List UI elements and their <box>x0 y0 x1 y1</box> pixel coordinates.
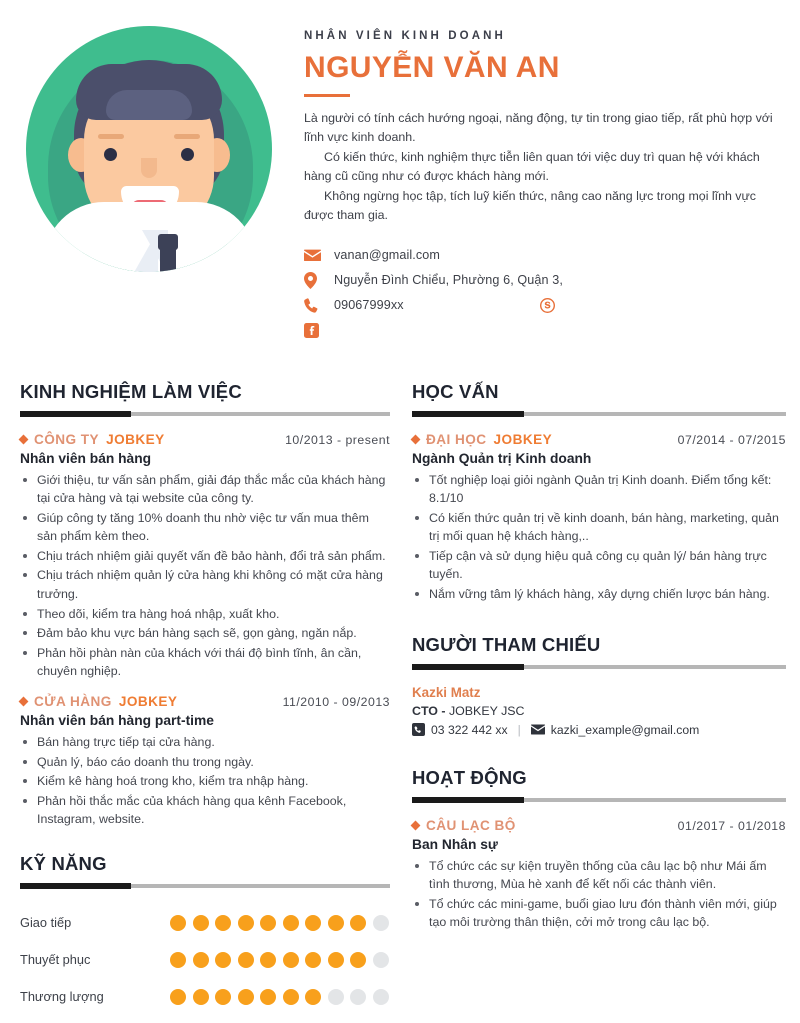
contact-row-email[interactable] <box>304 243 786 268</box>
section-title-references: NGƯỜI THAM CHIẾU <box>412 633 601 655</box>
entry-bullet-list <box>20 733 390 829</box>
diamond-bullet-icon <box>19 697 29 707</box>
rating-dot-filled <box>170 952 186 968</box>
avatar-eyebrow-left <box>98 134 124 139</box>
rating-dot-empty <box>373 915 389 931</box>
rating-dot-empty <box>373 952 389 968</box>
envelope-icon <box>304 249 334 262</box>
reference-role-title: CTO - <box>412 703 446 718</box>
bullet-item: Bán hàng trực tiếp tại cửa hàng. <box>20 733 390 752</box>
rating-dot-filled <box>283 952 299 968</box>
entry-header <box>20 694 390 709</box>
bullet-item: Kiểm kê hàng hoá trong kho, kiểm tra nhập hàng. <box>20 772 390 791</box>
avatar-container <box>20 22 282 343</box>
skill-rating-dots <box>170 989 389 1005</box>
reference-contact-line <box>412 723 786 737</box>
avatar-tie <box>160 248 176 272</box>
experience-entry <box>20 694 390 829</box>
bullet-item: Tiếp cận và sử dụng hiệu quả công cụ quản lý/ bán hàng trực tuyến. <box>412 547 786 584</box>
skill-rating-dots <box>170 952 389 968</box>
skill-row <box>20 978 390 1015</box>
rating-dot-filled <box>305 915 321 931</box>
rating-dot-filled <box>238 915 254 931</box>
reference-company: JOBKEY JSC <box>448 703 525 718</box>
section-underline <box>20 412 390 416</box>
organization-prefix: CỬA HÀNG <box>34 694 112 710</box>
rating-dot-empty <box>373 989 389 1005</box>
skill-label: Giao tiếp <box>20 915 72 930</box>
skill-label: Thương lượng <box>20 989 104 1004</box>
entry-date-range: 10/2013 - present <box>285 432 390 447</box>
entry-job-title: Nhân viên bán hàng <box>20 450 152 466</box>
phone-icon <box>304 298 334 313</box>
rating-dot-filled <box>305 989 321 1005</box>
skill-row <box>20 904 390 941</box>
organization-brand: JOBKEY <box>118 694 178 710</box>
entry-bullet-list <box>412 857 786 932</box>
section-title-experience: KINH NGHIỆM LÀM VIỆC <box>20 380 242 402</box>
rating-dot-filled <box>215 952 231 968</box>
reference-role <box>412 704 786 718</box>
section-title-skills: KỸ NĂNG <box>20 853 107 874</box>
rating-dot-filled <box>260 915 276 931</box>
phone-square-icon <box>412 723 425 736</box>
envelope-dark-icon <box>531 724 545 735</box>
section-education <box>412 381 786 604</box>
organization-brand: JOBKEY <box>106 431 165 447</box>
section-references <box>412 634 786 737</box>
bullet-item: Chịu trách nhiệm giải quyết vấn đề bảo hành, đổi trả sản phẩm. <box>20 547 390 566</box>
bullet-item: Phản hồi thắc mắc của khách hàng qua kênh Facebook, Instagram, website. <box>20 792 390 829</box>
rating-dot-empty <box>350 989 366 1005</box>
profile-summary <box>304 109 786 226</box>
avatar-fringe <box>76 64 222 120</box>
entry-position-title: Ban Nhân sự <box>412 836 498 852</box>
section-underline <box>412 412 786 416</box>
avatar <box>20 22 278 280</box>
bullet-item: Quản lý, báo cáo doanh thu trong ngày. <box>20 753 390 772</box>
bullet-item: Giới thiệu, tư vấn sản phẩm, giải đáp thắc mắc của khách hàng tại cửa hàng và tại website của công ty. <box>20 471 390 508</box>
contact-row-phone[interactable] <box>304 293 786 318</box>
rating-dot-filled <box>350 915 366 931</box>
resume-body-columns <box>0 343 800 1023</box>
rating-dot-filled <box>328 915 344 931</box>
entry-date-range: 01/2017 - 01/2018 <box>677 818 786 833</box>
summary-paragraph: Là người có tính cách hướng ngoại, năng động, tự tin trong giao tiếp, rất phù hợp với lĩnh vực kinh doanh. <box>304 110 773 144</box>
contact-row-facebook[interactable] <box>304 318 786 343</box>
entry-header <box>412 432 786 447</box>
left-column <box>20 381 390 1023</box>
organization-brand: JOBKEY <box>493 431 553 447</box>
rating-dot-filled <box>350 952 366 968</box>
header-text-block <box>304 22 786 343</box>
rating-dot-filled <box>215 989 231 1005</box>
section-skills <box>20 853 390 1015</box>
avatar-nose <box>141 158 157 178</box>
section-underline <box>412 798 786 802</box>
bullet-item: Giúp công ty tăng 10% doanh thu nhờ việc tư vấn mua thêm sản phẩm kèm theo. <box>20 509 390 546</box>
section-experience <box>20 381 390 830</box>
job-role-line: NHÂN VIÊN KINH DOANH <box>304 30 506 42</box>
bullet-item: Phản hồi phàn nàn của khách với thái độ bình tĩnh, ân cần, chuyên nghiệp. <box>20 644 390 681</box>
organization-prefix: CÂU LẠC BỘ <box>426 817 516 833</box>
rating-dot-filled <box>193 952 209 968</box>
organization-prefix: ĐẠI HỌC <box>426 431 487 447</box>
bullet-item: Có kiến thức quản trị về kinh doanh, bán hàng, marketing, quản trị mối quan hệ khách hàng,.. <box>412 509 786 546</box>
reference-card <box>412 685 786 737</box>
bullet-item: Chịu trách nhiệm quản lý cửa hàng khi không có mặt cửa hàng trưởng. <box>20 566 390 603</box>
rating-dot-filled <box>170 915 186 931</box>
bullet-item: Nắm vững tâm lý khách hàng, xây dựng chiến lược bán hàng. <box>412 585 786 604</box>
diamond-bullet-icon <box>411 434 421 444</box>
skill-label: Thuyết phục <box>20 952 91 967</box>
right-column <box>412 381 786 1023</box>
contact-divider: | <box>517 722 521 737</box>
contact-list <box>304 243 786 343</box>
contact-phone-value: 09067999xx <box>334 298 404 312</box>
rating-dot-filled <box>283 989 299 1005</box>
experience-entry <box>20 432 390 682</box>
section-title-activities: HOẠT ĐỘNG <box>412 766 527 788</box>
contact-row-address[interactable] <box>304 268 786 293</box>
section-title-education: HỌC VẤN <box>412 380 499 402</box>
contact-address-value: Nguyễn Đình Chiểu, Phường 6, Quận 3, <box>334 273 563 287</box>
rating-dot-filled <box>328 952 344 968</box>
reference-phone: 03 322 442 xx <box>431 722 508 737</box>
entry-job-title: Nhân viên bán hàng part-time <box>20 713 214 729</box>
reference-email: kazki_example@gmail.com <box>550 722 700 737</box>
section-activities <box>412 767 786 932</box>
entry-header <box>412 818 786 833</box>
skill-rating-dots <box>170 915 389 931</box>
rating-dot-filled <box>215 915 231 931</box>
rating-dot-filled <box>260 989 276 1005</box>
avatar-circle-background <box>26 26 272 272</box>
location-pin-icon <box>304 272 334 289</box>
rating-dot-filled <box>238 952 254 968</box>
skill-row <box>20 941 390 978</box>
facebook-icon <box>304 323 334 338</box>
organization-name <box>412 432 552 447</box>
diamond-bullet-icon <box>19 434 29 444</box>
organization-name <box>20 694 177 709</box>
section-underline <box>20 884 390 888</box>
organization-name <box>20 432 165 447</box>
avatar-shirt <box>44 202 256 272</box>
name-underline-rule <box>304 94 350 97</box>
summary-paragraph: Không ngừng học tập, tích luỹ kiến thức, nâng cao năng lực trong mọi lĩnh vực được tham gia. <box>304 188 756 222</box>
bullet-item: Tổ chức các sự kiện truyền thống của câu lạc bộ như Mái ấm tình thương, Mùa hè xanh để kết nối các thành viên. <box>412 857 786 894</box>
entry-bullet-list <box>412 471 786 604</box>
resume-header <box>0 0 800 343</box>
summary-paragraph: Có kiến thức, kinh nghiệm thực tiễn liên quan tới việc duy trì quan hệ với khách hàng cũ cũng như có được khách hàng mới. <box>304 149 760 183</box>
avatar-eyebrow-right <box>174 134 200 139</box>
bullet-item: Tổ chức các mini-game, buổi giao lưu đón thành viên mới, giúp tạo môi trường thân thiện, cởi mở trong câu lạc bộ. <box>412 895 786 932</box>
entry-bullet-list <box>20 471 390 682</box>
reference-name: Kazki Matz <box>412 684 481 700</box>
entry-header <box>20 432 390 447</box>
entry-degree-title: Ngành Quản trị Kinh doanh <box>412 450 592 466</box>
bullet-item: Theo dõi, kiểm tra hàng hoá nhập, xuất kho. <box>20 605 390 624</box>
rating-dot-filled <box>305 952 321 968</box>
avatar-eye-right <box>181 148 194 161</box>
diamond-bullet-icon <box>411 820 421 830</box>
organization-prefix: CÔNG TY <box>34 431 100 447</box>
rating-dot-filled <box>193 989 209 1005</box>
entry-date-range: 11/2010 - 09/2013 <box>282 695 390 710</box>
education-entry <box>412 432 786 604</box>
rating-dot-empty <box>328 989 344 1005</box>
activity-entry <box>412 818 786 932</box>
skype-icon[interactable] <box>540 298 570 313</box>
organization-name <box>412 818 523 833</box>
contact-email-value: vanan@gmail.com <box>334 248 440 262</box>
rating-dot-filled <box>193 915 209 931</box>
bullet-item: Tốt nghiệp loại giỏi ngành Quản trị Kinh doanh. Điểm tổng kết: 8.1/10 <box>412 471 786 508</box>
rating-dot-filled <box>283 915 299 931</box>
section-underline <box>412 665 786 669</box>
rating-dot-filled <box>238 989 254 1005</box>
entry-date-range: 07/2014 - 07/2015 <box>677 432 786 447</box>
rating-dot-filled <box>260 952 276 968</box>
rating-dot-filled <box>170 989 186 1005</box>
candidate-name: NGUYỄN VĂN AN <box>304 51 560 84</box>
bullet-item: Đảm bảo khu vực bán hàng sạch sẽ, gọn gàng, ngăn nắp. <box>20 624 390 643</box>
avatar-eye-left <box>104 148 117 161</box>
